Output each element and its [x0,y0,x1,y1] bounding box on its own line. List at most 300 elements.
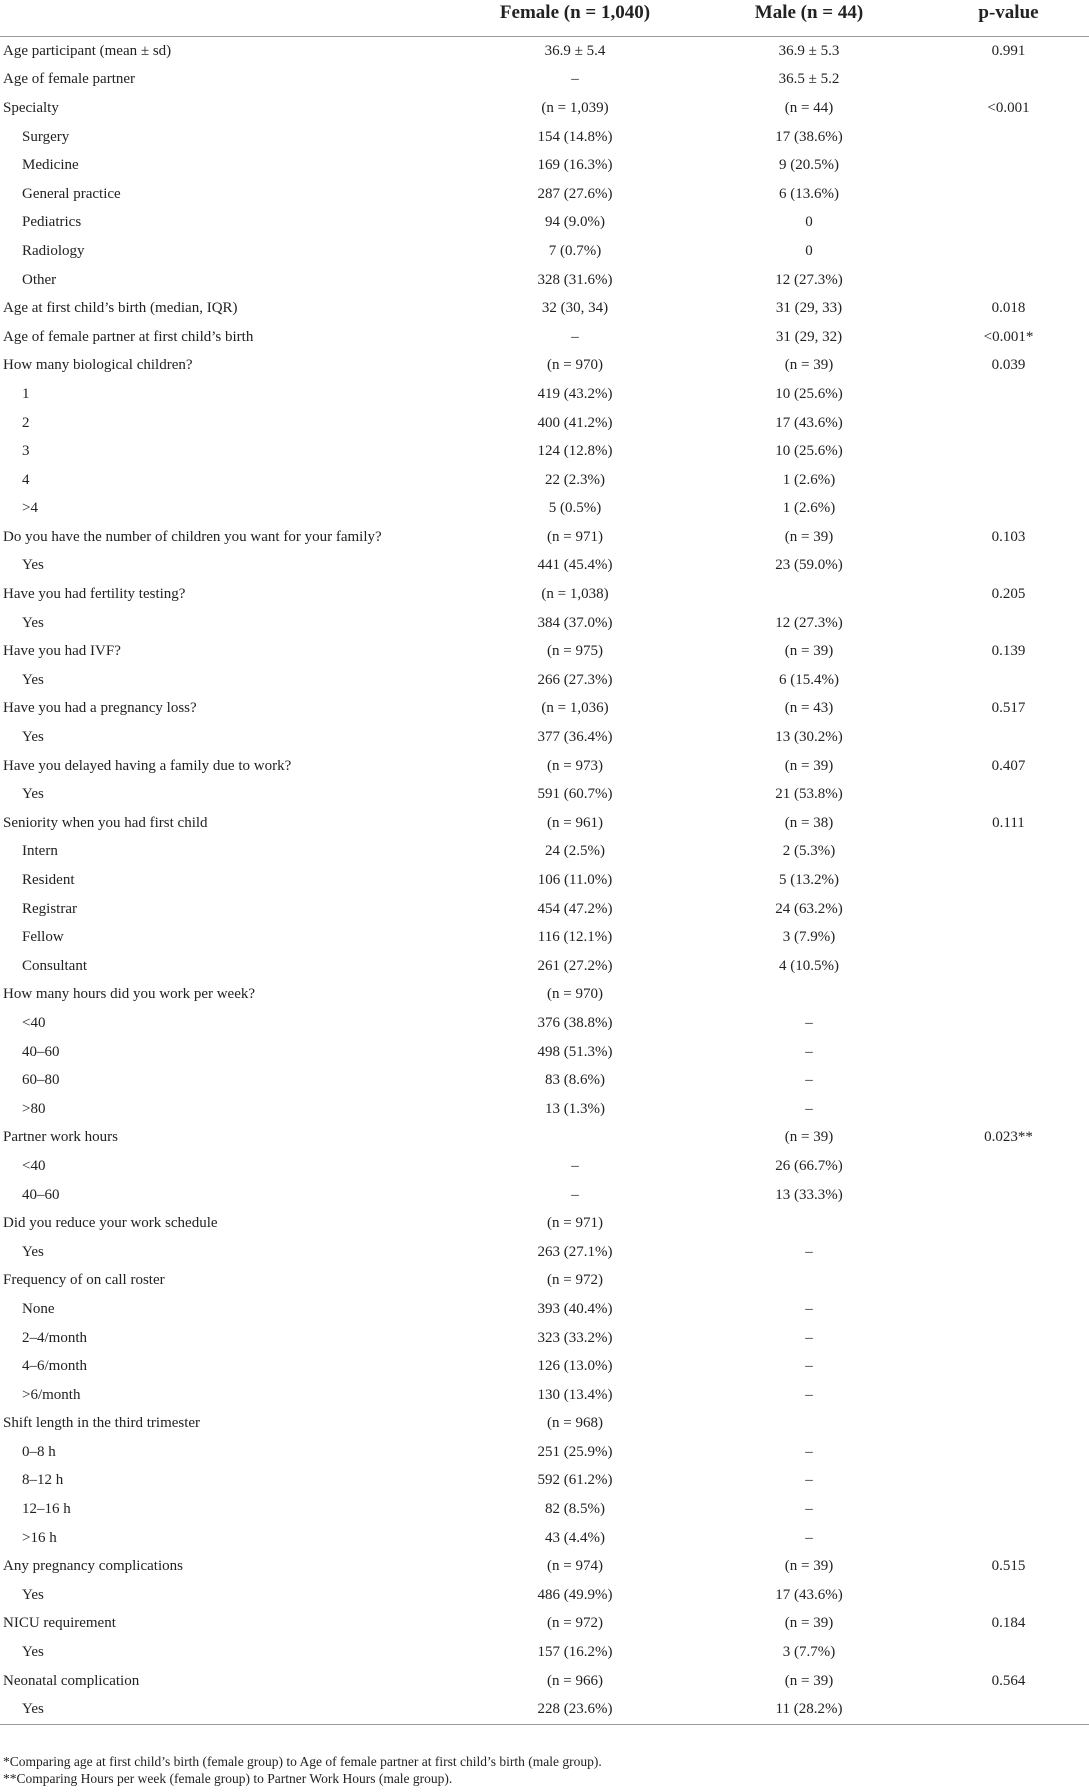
table-row [0,723,1089,752]
table-row [0,1238,1089,1267]
male-value: (n = 43) [784,700,834,717]
p-value [928,952,1089,981]
p-value [928,123,1089,152]
p-value [928,1152,1089,1181]
table-row [0,437,1089,466]
table-row [0,66,1089,95]
female-value: 384 (37.0%) [537,614,613,631]
p-value [928,1581,1089,1610]
female-value: 419 (43.2%) [537,385,613,402]
p-value [928,409,1089,438]
p-value [928,1324,1089,1353]
row-label: Yes [22,1644,44,1661]
p-value [928,1638,1089,1667]
female-value: 266 (27.3%) [537,671,613,688]
female-value: 126 (13.0%) [537,1358,613,1375]
female-value: 376 (38.8%) [537,1014,613,1031]
row-label: <40 [22,1014,46,1031]
table-row [0,1124,1089,1153]
female-value: – [571,1157,579,1174]
male-value: 6 (13.6%) [779,185,839,202]
male-value: – [805,1100,813,1117]
p-value [928,1038,1089,1067]
table-row [0,1324,1089,1353]
p-value [928,895,1089,924]
p-value [928,1267,1089,1296]
table-row [0,1181,1089,1210]
male-value: 3 (7.7%) [782,1644,836,1661]
p-value [928,1495,1089,1524]
male-value: 31 (29, 33) [775,300,843,317]
p-value [928,1209,1089,1238]
row-label: Medicine [22,157,79,174]
male-value: (n = 39) [784,1672,834,1689]
male-value: (n = 44) [784,99,834,116]
table-row [0,780,1089,809]
male-value: 0 [805,214,813,231]
row-label: 2–4/month [22,1329,88,1346]
female-value: 32 (30, 34) [541,300,609,317]
row-label: 40–60 [22,1043,60,1060]
table-row [0,294,1089,323]
table-row [0,1581,1089,1610]
male-value: 2 (5.3%) [782,843,836,860]
p-value: 0.139 [991,643,1026,660]
p-value: 0.991 [991,42,1026,59]
male-value: 23 (59.0%) [775,557,843,574]
row-label: NICU requirement [3,1615,116,1632]
male-value: – [805,1386,813,1403]
row-label: Age at first child’s birth (median, IQR) [3,300,238,317]
row-label: Fellow [22,929,64,946]
female-value: 94 (9.0%) [545,214,605,231]
row-label: Age of female partner at first child’s birth [3,328,254,345]
p-value: 0.111 [992,814,1025,831]
row-label: 0–8 h [22,1443,56,1460]
row-label: Pediatrics [22,214,82,231]
male-value: 36.5 ± 5.2 [778,71,840,88]
female-value: 486 (49.9%) [537,1586,613,1603]
female-value: 592 (61.2%) [537,1472,613,1489]
female-value: 130 (13.4%) [537,1386,613,1403]
p-value [928,1181,1089,1210]
female-value: 498 (51.3%) [537,1043,613,1060]
p-value [928,1095,1089,1124]
female-value: (n = 972) [547,1272,603,1289]
header-label [0,0,460,37]
p-value [928,838,1089,867]
row-label: Yes [22,786,44,803]
row-label: >80 [22,1100,46,1117]
p-value [928,723,1089,752]
table-row [0,1066,1089,1095]
row-label: Surgery [22,128,70,145]
female-value: 393 (40.4%) [537,1300,613,1317]
p-value [928,466,1089,495]
table-row [0,1667,1089,1696]
row-label: Shift length in the third trimester [3,1415,201,1432]
row-label: Frequency of on call roster [3,1272,165,1289]
table-row [0,695,1089,724]
table-row [0,123,1089,152]
row-label: Other [22,271,57,288]
p-value: 0.205 [991,586,1026,603]
p-value [928,1381,1089,1410]
row-label: 4–6/month [22,1358,88,1375]
table-row [0,895,1089,924]
male-value: 17 (43.6%) [775,1586,843,1603]
table-row [0,1209,1089,1238]
table-row [0,866,1089,895]
p-value [928,237,1089,266]
male-value [690,580,928,609]
header-row [0,0,1089,37]
male-value: – [805,1472,813,1489]
table-header [0,0,1089,37]
male-value [690,1267,928,1296]
table-row [0,666,1089,695]
male-value: 26 (66.7%) [775,1157,843,1174]
row-label: Yes [0,1695,460,1724]
row-label: Did you reduce your work schedule [3,1215,218,1232]
female-value: 591 (60.7%) [537,786,613,803]
row-label: Have you had IVF? [3,643,121,660]
male-value: (n = 39) [784,1129,834,1146]
female-value: (n = 971) [547,1215,603,1232]
female-value: – [571,1186,579,1203]
row-label: 3 [22,443,30,460]
male-value: 1 (2.6%) [782,471,836,488]
male-value: (n = 39) [784,1615,834,1632]
p-value [928,1410,1089,1439]
male-value: 9 (20.5%) [779,157,839,174]
table-row [0,1438,1089,1467]
female-value: 287 (27.6%) [537,185,613,202]
male-value: (n = 39) [784,643,834,660]
female-value: 7 (0.7%) [548,242,602,259]
table-row [0,637,1089,666]
row-label: 60–80 [22,1072,60,1089]
female-value: 36.9 ± 5.4 [544,42,606,59]
female-value: 116 (12.1%) [537,929,613,946]
row-label: 40–60 [22,1186,60,1203]
row-label: Yes [22,671,44,688]
female-value: (n = 968) [547,1415,603,1432]
p-value [928,1695,1089,1724]
female-value: 251 (25.9%) [537,1443,613,1460]
row-label: Consultant [22,957,88,974]
row-label: 8–12 h [22,1472,64,1489]
row-label: >16 h [22,1529,57,1546]
row-label: Yes [22,729,44,746]
female-value: (n = 972) [547,1615,603,1632]
male-value: – [805,1529,813,1546]
row-label: Specialty [3,99,59,116]
header-pvalue: p-value [928,0,1089,37]
p-value: 0.515 [991,1558,1026,1575]
row-label: Any pregnancy complications [3,1558,183,1575]
footnotes [3,1753,602,1787]
female-value: 83 (8.6%) [545,1072,605,1089]
female-value: 106 (11.0%) [537,872,613,889]
table-row [0,1467,1089,1496]
row-label: Intern [22,843,58,860]
table-row [0,1524,1089,1553]
female-value: 323 (33.2%) [537,1329,613,1346]
p-value [928,666,1089,695]
footnote: **Comparing Hours per week (female group) to Partner Work Hours (male group). [3,1771,453,1786]
table-row [0,1152,1089,1181]
table-row [0,1381,1089,1410]
table-row [0,37,1089,66]
row-label: Yes [22,1586,44,1603]
male-value: 10 (25.6%) [775,385,843,402]
female-value: (n = 970) [547,357,603,374]
p-value: 0.517 [991,700,1026,717]
table-row [0,952,1089,981]
male-value: (n = 39) [784,357,834,374]
row-label: >6/month [22,1386,81,1403]
female-value: 328 (31.6%) [537,271,613,288]
female-value: 157 (16.2%) [537,1644,613,1661]
table-row [0,1495,1089,1524]
female-value: 261 (27.2%) [537,957,613,974]
p-value: 0.564 [991,1672,1026,1689]
female-value: 124 (12.8%) [537,443,613,460]
row-label: Resident [22,872,75,889]
male-value: 17 (43.6%) [775,414,843,431]
male-value: – [805,1043,813,1060]
female-value: (n = 973) [547,757,603,774]
male-value [690,981,928,1010]
female-value: 228 (23.6%) [460,1695,690,1724]
footnote: *Comparing age at first child’s birth (female group) to Age of female partner at first child’s birth (male group). [3,1754,602,1769]
p-value [928,151,1089,180]
row-label: Do you have the number of children you want for your family? [3,528,382,545]
p-value [928,437,1089,466]
table-row [0,151,1089,180]
p-value [928,66,1089,95]
female-value: (n = 966) [547,1672,603,1689]
table-row [0,209,1089,238]
row-label: >4 [22,500,38,517]
row-label: Have you delayed having a family due to work? [3,757,292,774]
table-row [0,1410,1089,1439]
male-value: 0 [805,242,813,259]
table-row [0,580,1089,609]
male-value: 10 (25.6%) [775,443,843,460]
p-value [928,266,1089,295]
row-label: Neonatal complication [3,1672,140,1689]
male-value: 5 (13.2%) [779,872,839,889]
p-value: 0.184 [991,1615,1026,1632]
table-row [0,323,1089,352]
table-row [0,380,1089,409]
table-row [0,1009,1089,1038]
female-value: 82 (8.5%) [545,1501,605,1518]
p-value: 0.103 [991,528,1026,545]
table-body [0,37,1089,1725]
female-value: 24 (2.5%) [545,843,605,860]
female-value: 441 (45.4%) [537,557,613,574]
table-row [0,1695,1089,1724]
row-label: Yes [22,1243,44,1260]
female-value: (n = 1,039) [541,99,609,116]
female-value: 169 (16.3%) [537,157,613,174]
female-value: (n = 970) [547,986,603,1003]
p-value [928,1524,1089,1553]
p-value [928,380,1089,409]
p-value [928,1295,1089,1324]
p-value: 0.407 [991,757,1026,774]
table-row [0,923,1089,952]
female-value: 377 (36.4%) [537,729,613,746]
row-label: Age participant (mean ± sd) [3,42,172,59]
row-label: Radiology [22,242,85,259]
p-value: 0.018 [991,300,1026,317]
male-value: – [805,1243,813,1260]
table-row [0,237,1089,266]
table-row [0,1267,1089,1296]
male-value: – [805,1443,813,1460]
row-label: None [22,1300,55,1317]
p-value [928,609,1089,638]
table-row [0,1610,1089,1639]
p-value: <0.001 [987,99,1030,116]
female-value [460,1124,690,1153]
female-value: 154 (14.8%) [537,128,613,145]
p-value [928,981,1089,1010]
male-value: 4 (10.5%) [779,957,839,974]
table-row [0,838,1089,867]
p-value [928,180,1089,209]
row-label: Partner work hours [3,1129,118,1146]
male-value [690,1209,928,1238]
p-value [928,866,1089,895]
p-value: 0.023** [984,1129,1033,1146]
row-label: 1 [22,385,30,402]
female-value: – [571,71,579,88]
female-value: (n = 1,036) [541,700,609,717]
male-value: – [805,1329,813,1346]
table-row [0,809,1089,838]
table-row [0,94,1089,123]
row-label: Yes [22,557,44,574]
male-value: 31 (29, 32) [775,328,843,345]
male-value: 6 (15.4%) [779,671,839,688]
p-value [928,780,1089,809]
male-value: 21 (53.8%) [775,786,843,803]
female-value: – [571,328,579,345]
table-row [0,1095,1089,1124]
table-row [0,1552,1089,1581]
female-value: 5 (0.5%) [548,500,602,517]
male-value: 12 (27.3%) [775,614,843,631]
table-row [0,1352,1089,1381]
p-value [928,1066,1089,1095]
table-row [0,609,1089,638]
row-label: Have you had fertility testing? [3,586,186,603]
p-value [928,1438,1089,1467]
row-label: 4 [22,471,30,488]
p-value [928,1467,1089,1496]
table-row [0,466,1089,495]
row-label: General practice [22,185,121,202]
table-row [0,1638,1089,1667]
p-value [928,495,1089,524]
p-value [928,923,1089,952]
male-value: (n = 39) [784,757,834,774]
table-row [0,1295,1089,1324]
male-value: (n = 39) [784,1558,834,1575]
female-value: 22 (2.3%) [545,471,605,488]
p-value [928,1352,1089,1381]
table-row [0,352,1089,381]
row-label: Have you had a pregnancy loss? [3,700,197,717]
male-value: – [805,1501,813,1518]
table-row [0,180,1089,209]
header-male: Male (n = 44) [690,0,928,37]
female-value: (n = 961) [547,814,603,831]
male-value: (n = 39) [784,528,834,545]
table-row [0,266,1089,295]
male-value: – [805,1014,813,1031]
table-row [0,1038,1089,1067]
row-label: Seniority when you had first child [3,814,208,831]
male-value: – [805,1072,813,1089]
female-value: 400 (41.2%) [537,414,613,431]
table-row [0,752,1089,781]
table-row [0,409,1089,438]
male-value [690,1410,928,1439]
male-value: 12 (27.3%) [775,271,843,288]
male-value: 1 (2.6%) [782,500,836,517]
p-value [928,552,1089,581]
male-value: 17 (38.6%) [775,128,843,145]
male-value: – [805,1358,813,1375]
male-value: 13 (33.3%) [775,1186,843,1203]
row-label: How many hours did you work per week? [3,986,256,1003]
table-row [0,552,1089,581]
male-value: 3 (7.9%) [782,929,836,946]
male-value: 36.9 ± 5.3 [778,42,840,59]
male-value: 24 (63.2%) [775,900,843,917]
female-value: 263 (27.1%) [537,1243,613,1260]
male-value: (n = 38) [784,814,834,831]
male-value: – [805,1300,813,1317]
female-value: 43 (4.4%) [545,1529,605,1546]
table-row [0,523,1089,552]
row-label: 12–16 h [22,1501,71,1518]
female-value: 13 (1.3%) [545,1100,605,1117]
male-value: 13 (30.2%) [775,729,843,746]
row-label: How many biological children? [3,357,193,374]
p-value: 0.039 [991,357,1026,374]
female-value: (n = 975) [547,643,603,660]
row-label: Age of female partner [3,71,136,88]
p-value [928,209,1089,238]
table-row [0,981,1089,1010]
p-value: <0.001* [983,328,1034,345]
header-female: Female (n = 1,040) [460,0,690,37]
female-value: (n = 974) [547,1558,603,1575]
female-value: 454 (47.2%) [537,900,613,917]
row-label: Registrar [22,900,77,917]
row-label: 2 [22,414,30,431]
p-value [928,1009,1089,1038]
male-value: 11 (28.2%) [690,1695,928,1724]
row-label: <40 [22,1157,46,1174]
